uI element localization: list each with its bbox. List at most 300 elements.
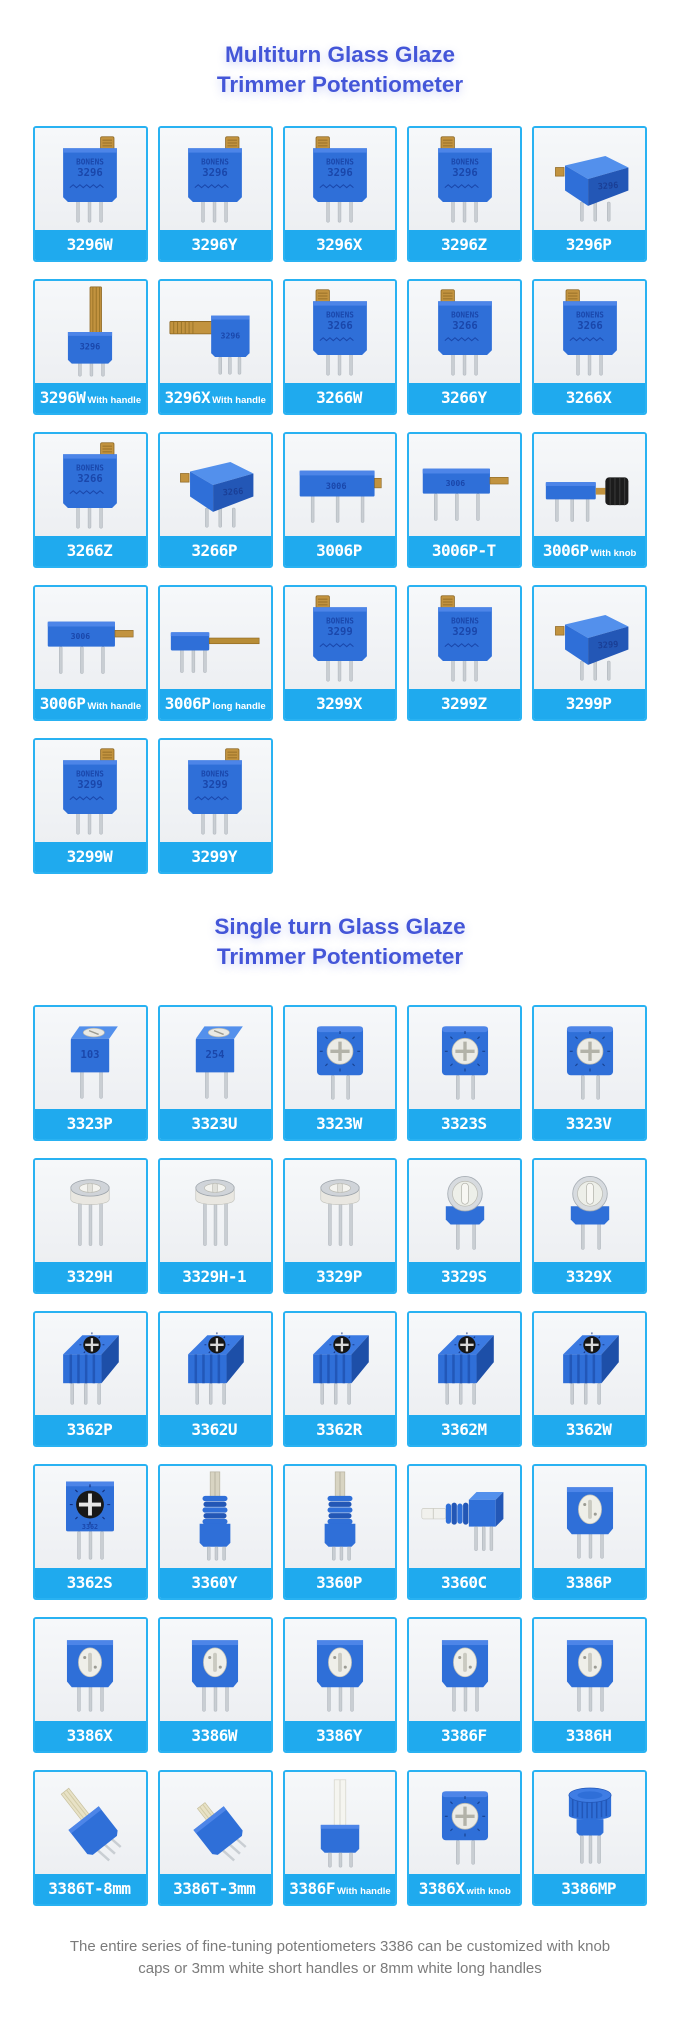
potentiometer-illustration	[42, 1010, 138, 1106]
product-sublabel: With handle	[87, 701, 142, 713]
product-label	[35, 1109, 146, 1139]
product-label	[534, 536, 645, 566]
potentiometer-illustration	[292, 1469, 388, 1565]
product-image	[160, 1619, 271, 1721]
product-image	[534, 128, 645, 230]
product-card	[532, 585, 647, 721]
potentiometer-illustration	[542, 1775, 638, 1871]
product-card	[33, 738, 148, 874]
product-label	[534, 1262, 645, 1292]
svg-text:3266: 3266	[222, 487, 245, 499]
potentiometer-illustration	[542, 590, 638, 686]
svg-text:3299: 3299	[327, 626, 353, 639]
product-model: 3386W	[191, 1725, 238, 1745]
product-model: 3299X	[316, 694, 362, 714]
product-card	[407, 126, 522, 262]
product-image	[285, 1466, 396, 1568]
product-model: 3296P	[565, 235, 612, 255]
product-label	[160, 689, 271, 719]
product-label	[35, 1721, 146, 1751]
product-image	[409, 1466, 520, 1568]
product-label	[534, 1415, 645, 1445]
potentiometer-illustration	[167, 1010, 263, 1106]
product-label	[285, 1721, 396, 1751]
product-image	[160, 1466, 271, 1568]
product-model: 3362U	[191, 1419, 238, 1439]
product-model: 3329X	[565, 1266, 612, 1286]
product-label	[409, 1109, 520, 1139]
potentiometer-illustration	[42, 437, 138, 533]
product-label	[160, 1568, 271, 1598]
potentiometer-illustration	[167, 437, 263, 533]
product-card	[33, 279, 148, 415]
product-model: 3006P	[39, 694, 86, 714]
product-model: 3299Y	[191, 847, 238, 867]
product-card	[407, 432, 522, 568]
product-label	[160, 1874, 271, 1904]
product-image	[534, 587, 645, 689]
potentiometer-illustration	[292, 590, 388, 686]
product-image	[409, 1007, 520, 1109]
product-label	[285, 1415, 396, 1445]
potentiometer-illustration	[42, 590, 138, 686]
product-label	[35, 689, 146, 719]
product-card	[532, 1617, 647, 1753]
product-sublabel: With handle	[336, 1885, 391, 1897]
product-model: 3360Y	[191, 1572, 238, 1592]
svg-text:3006: 3006	[325, 482, 347, 493]
svg-text:254: 254	[205, 1048, 225, 1061]
product-card	[158, 279, 273, 415]
product-card	[33, 1617, 148, 1753]
potentiometer-illustration	[42, 284, 138, 380]
svg-text:BONENS: BONENS	[575, 310, 604, 320]
product-model: 3329H-1	[182, 1266, 247, 1286]
section-title-line: Single turn Glass Glaze	[214, 914, 466, 940]
product-image	[160, 1007, 271, 1109]
product-model: 3362M	[440, 1419, 487, 1439]
svg-text:3296: 3296	[80, 342, 101, 353]
potentiometer-illustration	[167, 1316, 263, 1412]
product-label	[35, 230, 146, 260]
potentiometer-illustration	[292, 1163, 388, 1259]
potentiometer-illustration	[292, 1010, 388, 1106]
product-image	[160, 1313, 271, 1415]
product-model: 3386P	[565, 1572, 612, 1592]
product-image	[409, 128, 520, 230]
product-sublabel: With handle	[87, 395, 142, 407]
product-model: 3386MP	[561, 1878, 616, 1898]
product-image	[534, 1160, 645, 1262]
product-model: 3006P	[316, 541, 362, 561]
product-label	[160, 1262, 271, 1292]
svg-text:3266: 3266	[327, 320, 353, 333]
product-label	[285, 1262, 396, 1292]
product-label	[160, 1721, 271, 1751]
product-model: 3323U	[191, 1113, 238, 1133]
potentiometer-illustration	[167, 1163, 263, 1259]
potentiometer-illustration	[417, 590, 513, 686]
product-label	[160, 1109, 271, 1139]
product-card	[283, 126, 398, 262]
potentiometer-illustration	[292, 1622, 388, 1718]
potentiometer-illustration	[167, 1775, 263, 1871]
svg-text:3296: 3296	[596, 181, 619, 193]
potentiometer-illustration	[542, 437, 638, 533]
potentiometer-illustration	[542, 1622, 638, 1718]
potentiometer-illustration	[542, 284, 638, 380]
product-card	[33, 1464, 148, 1600]
potentiometer-illustration	[167, 1469, 263, 1565]
product-image	[534, 1466, 645, 1568]
product-model: 3362W	[565, 1419, 612, 1439]
product-model: 3299Z	[440, 694, 487, 714]
svg-text:3296: 3296	[220, 331, 241, 342]
product-image	[534, 434, 645, 536]
product-card	[532, 1770, 647, 1906]
product-card	[158, 1770, 273, 1906]
product-label	[160, 536, 271, 566]
potentiometer-illustration	[417, 1622, 513, 1718]
product-card	[33, 585, 148, 721]
product-card	[33, 1311, 148, 1447]
potentiometer-illustration	[292, 131, 388, 227]
product-card	[283, 585, 398, 721]
svg-text:3299: 3299	[202, 779, 228, 792]
potentiometer-illustration	[292, 437, 388, 533]
product-model: 3386F	[289, 1878, 335, 1898]
product-label	[35, 536, 146, 566]
potentiometer-illustration	[542, 1316, 638, 1412]
product-card	[407, 1617, 522, 1753]
svg-text:3299: 3299	[596, 640, 619, 652]
product-label	[409, 1721, 520, 1751]
product-model: 3362R	[316, 1419, 362, 1439]
product-card	[33, 1158, 148, 1294]
product-card	[407, 279, 522, 415]
svg-text:3006: 3006	[445, 478, 466, 489]
product-model: 3266Y	[440, 388, 487, 408]
product-model: 3296W	[39, 388, 86, 408]
potentiometer-illustration	[542, 131, 638, 227]
product-model: 3299P	[565, 694, 612, 714]
product-model: 3323V	[565, 1113, 612, 1133]
product-label	[409, 536, 520, 566]
product-sublabel: long handle	[212, 701, 266, 713]
product-model: 3360C	[440, 1572, 487, 1592]
product-model: 3386Y	[316, 1725, 362, 1745]
product-label	[409, 1874, 520, 1904]
product-model: 3296X	[164, 388, 211, 408]
product-label	[409, 689, 520, 719]
product-card	[532, 432, 647, 568]
product-image	[160, 740, 271, 842]
product-card	[283, 1311, 398, 1447]
svg-text:3299: 3299	[452, 626, 478, 639]
product-image	[160, 587, 271, 689]
potentiometer-illustration	[292, 1316, 388, 1412]
product-card	[158, 585, 273, 721]
product-label	[409, 383, 520, 413]
potentiometer-illustration	[42, 1469, 138, 1565]
svg-text:BONENS: BONENS	[201, 769, 230, 779]
product-card	[158, 1005, 273, 1141]
product-model: 3386T-3mm	[173, 1878, 256, 1898]
svg-text:3296: 3296	[77, 167, 104, 180]
product-model: 3266P	[191, 541, 238, 561]
product-image	[285, 587, 396, 689]
product-label	[35, 1874, 146, 1904]
svg-text:3266: 3266	[452, 320, 478, 333]
svg-text:3266: 3266	[576, 320, 603, 333]
svg-text:3266: 3266	[77, 473, 104, 486]
svg-text:BONENS: BONENS	[76, 463, 105, 473]
product-model: 3329S	[440, 1266, 487, 1286]
product-card	[407, 1770, 522, 1906]
multiturn-product-grid	[0, 126, 680, 874]
product-label	[534, 230, 645, 260]
svg-text:BONENS: BONENS	[326, 616, 354, 626]
product-image	[35, 587, 146, 689]
singleturn-product-grid	[0, 1005, 680, 1906]
potentiometer-illustration	[292, 1775, 388, 1871]
product-image	[35, 281, 146, 383]
product-label	[285, 689, 396, 719]
product-label	[534, 1721, 645, 1751]
product-label	[35, 383, 146, 413]
potentiometer-illustration	[417, 1010, 513, 1106]
product-card	[33, 432, 148, 568]
product-model: 3296X	[316, 235, 362, 255]
product-model: 3386X	[418, 1878, 465, 1898]
product-card	[283, 1617, 398, 1753]
product-image	[409, 281, 520, 383]
product-label	[35, 842, 146, 872]
product-card	[158, 738, 273, 874]
product-card	[158, 432, 273, 568]
product-label	[409, 1262, 520, 1292]
product-card	[158, 126, 273, 262]
product-label	[35, 1262, 146, 1292]
potentiometer-illustration	[42, 743, 138, 839]
product-model: 3362S	[66, 1572, 113, 1592]
product-sublabel: With handle	[212, 395, 266, 407]
product-card	[532, 1311, 647, 1447]
product-image	[35, 1619, 146, 1721]
product-model: 3296W	[66, 235, 113, 255]
product-model: 3299W	[66, 847, 113, 867]
product-model: 3266W	[316, 388, 362, 408]
potentiometer-illustration	[417, 1775, 513, 1871]
product-image	[534, 1772, 645, 1874]
product-image	[285, 1007, 396, 1109]
potentiometer-illustration	[42, 1622, 138, 1718]
potentiometer-illustration	[167, 1622, 263, 1718]
product-card	[283, 1770, 398, 1906]
potentiometer-illustration	[167, 743, 263, 839]
product-label	[285, 1874, 396, 1904]
svg-text:3299: 3299	[77, 779, 104, 792]
svg-text:3296: 3296	[202, 167, 228, 180]
product-label	[285, 230, 396, 260]
product-card	[283, 279, 398, 415]
section-title-multiturn	[0, 0, 680, 126]
product-label	[409, 1568, 520, 1598]
svg-text:BONENS: BONENS	[76, 157, 105, 167]
potentiometer-illustration	[42, 1775, 138, 1871]
product-image	[160, 434, 271, 536]
potentiometer-illustration	[167, 284, 263, 380]
product-label	[285, 1109, 396, 1139]
svg-text:BONENS: BONENS	[450, 157, 479, 167]
product-model: 3323P	[66, 1113, 113, 1133]
product-model: 3386X	[66, 1725, 113, 1745]
product-card	[158, 1311, 273, 1447]
product-image	[285, 281, 396, 383]
product-image	[160, 1772, 271, 1874]
potentiometer-illustration	[292, 284, 388, 380]
section-title-line: Trimmer Potentiometer	[216, 944, 464, 970]
product-sublabel: With knob	[590, 548, 637, 560]
potentiometer-illustration	[417, 1163, 513, 1259]
product-image	[160, 128, 271, 230]
product-model: 3362P	[66, 1419, 113, 1439]
product-label	[534, 1874, 645, 1904]
product-image	[35, 1313, 146, 1415]
product-model: 3296Y	[191, 235, 238, 255]
product-card	[407, 1158, 522, 1294]
product-label	[35, 1568, 146, 1598]
product-image	[35, 1160, 146, 1262]
potentiometer-illustration	[542, 1469, 638, 1565]
product-card	[33, 1005, 148, 1141]
product-label	[534, 383, 645, 413]
potentiometer-illustration	[542, 1163, 638, 1259]
product-image	[285, 1619, 396, 1721]
product-model: 3386H	[565, 1725, 612, 1745]
svg-text:3296: 3296	[452, 167, 478, 180]
product-model: 3323S	[440, 1113, 487, 1133]
potentiometer-illustration	[42, 1316, 138, 1412]
product-card	[283, 432, 398, 568]
product-card	[283, 1158, 398, 1294]
product-card	[407, 1005, 522, 1141]
svg-text:BONENS: BONENS	[450, 616, 479, 626]
product-image	[409, 1160, 520, 1262]
product-image	[285, 1160, 396, 1262]
product-label	[409, 230, 520, 260]
product-image	[35, 1007, 146, 1109]
product-card	[532, 1005, 647, 1141]
product-image	[35, 128, 146, 230]
product-image	[534, 1007, 645, 1109]
product-model: 3266Z	[66, 541, 113, 561]
product-card	[407, 1464, 522, 1600]
product-model: 3329H	[66, 1266, 113, 1286]
product-label	[160, 842, 271, 872]
product-image	[35, 1466, 146, 1568]
svg-text:BONENS: BONENS	[76, 769, 105, 779]
product-image	[534, 1313, 645, 1415]
svg-text:BONENS: BONENS	[326, 310, 354, 320]
product-label	[160, 1415, 271, 1445]
product-model: 3386T-8mm	[48, 1878, 131, 1898]
potentiometer-illustration	[417, 1469, 513, 1565]
product-image	[160, 281, 271, 383]
product-card	[283, 1464, 398, 1600]
product-label	[160, 383, 271, 413]
section-title-singleturn	[0, 874, 680, 1004]
product-label	[409, 1415, 520, 1445]
product-card	[407, 585, 522, 721]
product-image	[409, 434, 520, 536]
product-image	[35, 740, 146, 842]
product-card	[158, 1158, 273, 1294]
potentiometer-illustration	[417, 437, 513, 533]
product-label	[534, 689, 645, 719]
product-model: 3386F	[440, 1725, 487, 1745]
svg-text:103: 103	[80, 1048, 100, 1061]
svg-text:3362: 3362	[82, 1522, 99, 1531]
potentiometer-illustration	[42, 131, 138, 227]
product-card	[158, 1617, 273, 1753]
product-card	[532, 1158, 647, 1294]
product-card	[283, 1005, 398, 1141]
product-image	[285, 1772, 396, 1874]
product-image	[534, 1619, 645, 1721]
product-label	[285, 536, 396, 566]
product-card	[532, 1464, 647, 1600]
product-image	[160, 1160, 271, 1262]
product-image	[285, 1313, 396, 1415]
product-label	[285, 1568, 396, 1598]
product-image	[409, 1313, 520, 1415]
potentiometer-illustration	[417, 284, 513, 380]
product-label	[534, 1109, 645, 1139]
product-image	[285, 434, 396, 536]
product-label	[285, 383, 396, 413]
product-sublabel: with knob	[466, 1885, 511, 1897]
product-model: 3006P	[542, 541, 589, 561]
product-model: 3329P	[316, 1266, 362, 1286]
potentiometer-illustration	[167, 590, 263, 686]
product-model: 3006P	[164, 694, 211, 714]
footer-note: The entire series of fine-tuning potentiometers 3386 can be customized with knob caps or 3mm white short handles or 8mm white long handles	[69, 1937, 611, 1978]
product-card	[158, 1464, 273, 1600]
potentiometer-illustration	[417, 131, 513, 227]
product-card	[33, 1770, 148, 1906]
section-title-line: Multiturn Glass Glaze	[224, 42, 456, 67]
product-card	[33, 126, 148, 262]
svg-text:BONENS: BONENS	[450, 310, 479, 320]
potentiometer-illustration	[417, 1316, 513, 1412]
section-title-line: Trimmer Potentiometer	[216, 71, 464, 97]
product-model: 3360P	[316, 1572, 362, 1592]
product-label	[160, 230, 271, 260]
product-image	[409, 1772, 520, 1874]
svg-text:3296: 3296	[327, 167, 353, 180]
product-card	[532, 126, 647, 262]
product-label	[534, 1568, 645, 1598]
potentiometer-illustration	[542, 1010, 638, 1106]
product-card	[407, 1311, 522, 1447]
product-image	[285, 128, 396, 230]
product-image	[409, 1619, 520, 1721]
product-image	[534, 281, 645, 383]
product-card	[532, 279, 647, 415]
product-image	[35, 434, 146, 536]
product-image	[35, 1772, 146, 1874]
